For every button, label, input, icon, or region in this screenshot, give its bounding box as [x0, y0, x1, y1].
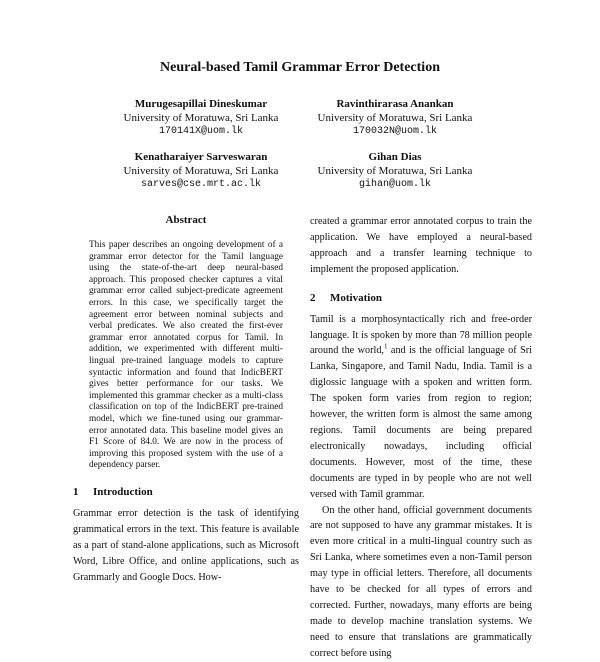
author-email: gihan@uom.lk: [358, 179, 431, 190]
abstract-heading: Abstract: [165, 214, 207, 226]
section-heading-motivation: [310, 292, 532, 304]
motivation-paragraph-1: [310, 312, 532, 503]
section-number: 2: [310, 291, 316, 304]
author-name: Ravinthirarasa Anankan: [336, 98, 454, 110]
author-block: [290, 97, 500, 139]
author-block: [290, 150, 500, 192]
intro-continuation-text: created a grammar error annotated corpus to train the application. We have employed a neural-based approach and a transfer learning technique to implement the proposed application.: [310, 216, 532, 275]
left-column: [73, 214, 299, 585]
author-name: Kenatharaiyer Sarveswaran: [134, 151, 268, 163]
author-name: Murugesapillai Dineskumar: [134, 98, 268, 110]
section-title: Introduction: [93, 485, 153, 498]
author-email: 170141X@uom.lk: [158, 126, 243, 137]
motivation-text-part2: and is the official language of Sri Lanka, Singapore, and Tamil Nadu, India. Tamil is a diglossic language with a spoken and written form. The spoken form varies from region to region; however, the written form is almost the same among regions. Tamil documents are being prepared electronically nowadays, including official documents. However, most of the time, these documents are typed in by people who are not well versed with Tamil grammar.: [310, 345, 532, 500]
section-title: Motivation: [330, 291, 382, 304]
motivation-text-part1: Tamil is a morphosyntactically rich and free-order language. It is spoken by more than 78 million people around the world,: [310, 313, 532, 357]
author-block: [96, 150, 306, 192]
author-affiliation: University of Moratuwa, Sri Lanka: [317, 112, 473, 124]
author-email: sarves@cse.mrt.ac.lk: [140, 179, 262, 190]
author-email: 170032N@uom.lk: [352, 126, 437, 137]
author-affiliation: University of Moratuwa, Sri Lanka: [123, 165, 279, 177]
section-heading-introduction: [73, 486, 299, 498]
paper-title: Neural-based Tamil Grammar Error Detection: [160, 60, 440, 75]
motivation-paragraph-2: On the other hand, official government documents are not supposed to have any grammar mistakes. It is even more critical in a multi-lingual country such as Sri Lanka, where sometimes even a non-Tamil person may type in official letters. Therefore, all documents have to be checked for all types of errors and corrected. Further, nowadays, many efforts are being made to develop machine translation systems. We need to ensure that translations are grammatically correct before using: [310, 504, 532, 659]
right-column: [310, 214, 532, 662]
introduction-text: Grammar error detection is the task of identifying grammatical errors in the text. This feature is available as a part of stand-alone applications, such as Microsoft Word, Libre Office, and online applications, such as Grammarly and Google Docs. How-: [73, 507, 299, 583]
author-affiliation: University of Moratuwa, Sri Lanka: [317, 165, 473, 177]
author-block: [96, 97, 306, 139]
section-number: 1: [73, 485, 79, 498]
author-name: Gihan Dias: [368, 151, 422, 163]
author-affiliation: University of Moratuwa, Sri Lanka: [123, 112, 279, 124]
footnote-marker[interactable]: 1: [383, 343, 388, 352]
abstract-text: This paper describes an ongoing development of a grammar error detector for the Tamil language using the state-of-the-art deep neural-based approach. This proposed checker captures a vital grammar error called subject-predicate agreement errors. In this case, we specifically target the agreement error between nominal subjects and verbal predicates. We also created the first-ever grammar error annotated corpus for Tamil. In addition, we experimented with different multi-lingual pre-trained language models to capture syntactic information and found that IndicBERT gives better performance for our tasks. We implemented this grammar checker as a multi-class classification on top of the IndicBERT pre-trained model, which we fine-tuned using our grammar-error annotated data. This baseline model gives an F1 Score of 84.0. We are now in the process of improving this proposed system with the use of a dependency parser.: [89, 240, 283, 471]
